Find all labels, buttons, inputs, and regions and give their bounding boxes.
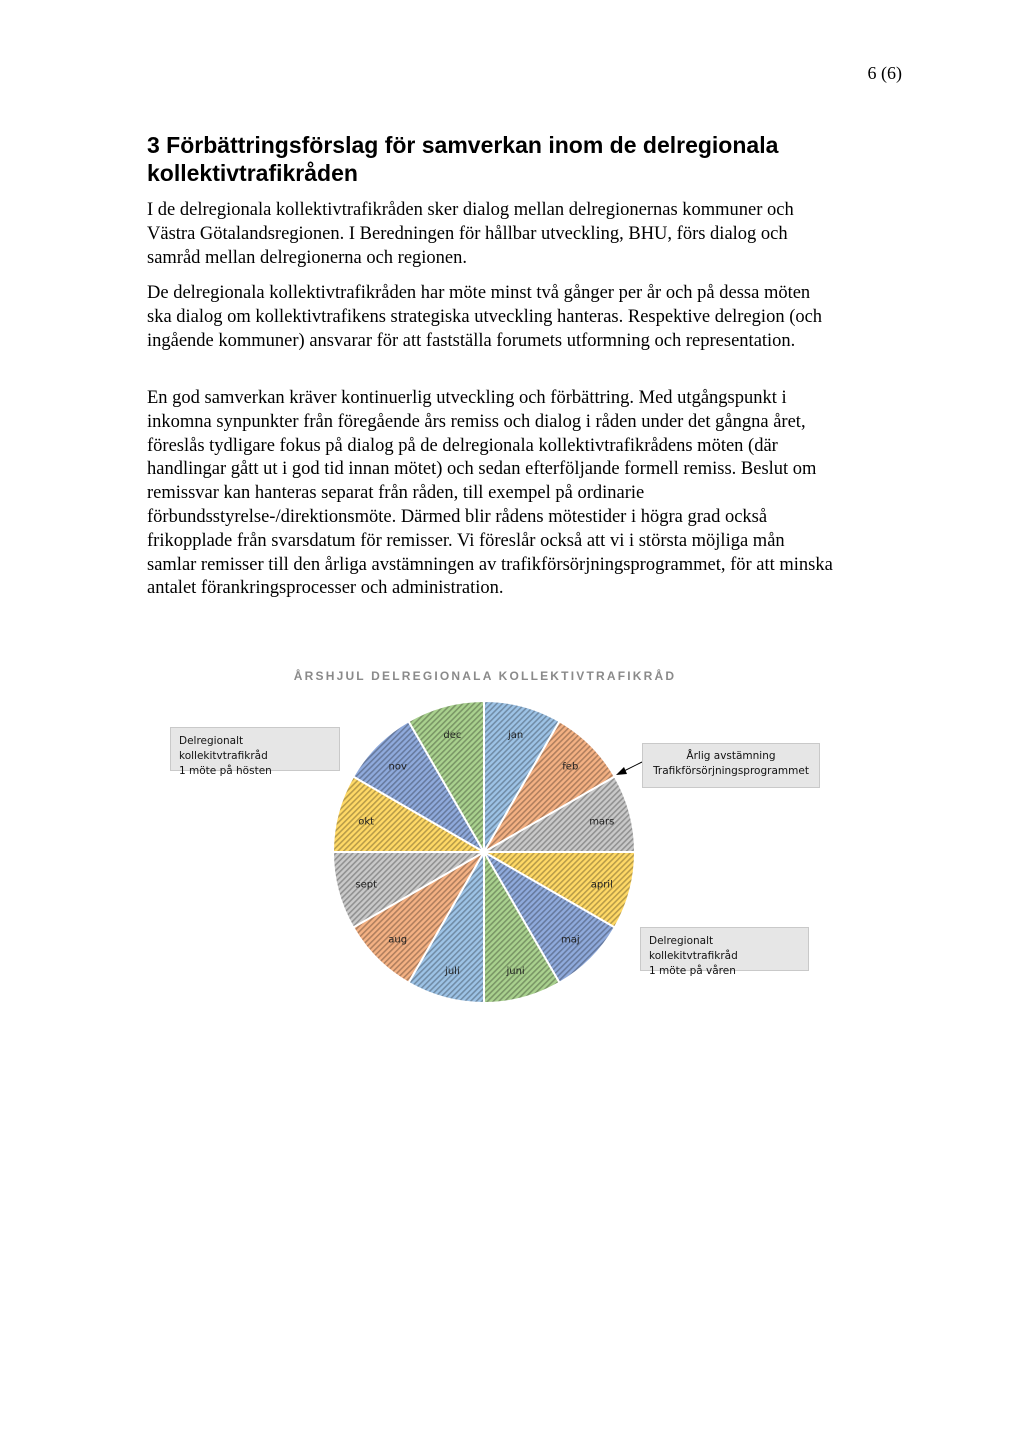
slice-label-april: april	[590, 879, 613, 891]
slice-label-jan: jan	[507, 730, 524, 742]
slice-label-okt: okt	[358, 816, 375, 828]
page-number: 6 (6)	[867, 63, 902, 83]
callout-autumn-line-1: Delregionalt kollekitvtrafikråd	[179, 735, 268, 762]
paragraph-2: De delregionala kollektivtrafikråden har möte minst två gånger per år och på dessa möten ska dialog om kollektivtrafikens strategiska utveckling hanteras. Respektive delregion (och ingående kommuner) ansvarar för att fastställa forumets utformning och representation.	[147, 283, 823, 351]
callout-annual-review	[642, 743, 820, 788]
callout-annual-line-2: Trafikförsörjningsprogrammet	[653, 765, 809, 777]
paragraph-3: En god samverkan kräver kontinuerlig utveckling och förbättring. Med utgångspunkt i inkomna synpunkter från föregående års remiss och dialog i råden under det gångna året, föreslås tydligare fokus på dialog på de delregionala kollektivtrafikrådens möten (där handlingar gått ut i god tid innan mötet) och sedan efterföljande formell remiss. Beslut om remissvar kan hanteras separat från råden, till exempel på ordinarie förbundsstyrelse-/direktionsmöte. Därmed blir rådens mötestider i högra grad också frikopplade från svarsdatum för remisser. Vi föreslår också att vi i största möjliga mån samlar remisser till den årliga avstämningen av trafikförsörjningsprogrammet, för att minska antalet förankringsprocesser och administration.	[147, 388, 833, 599]
callout-spring-line-1: Delregionalt kollekitvtrafikråd	[649, 935, 738, 962]
callout-spring-line-2: 1 möte på våren	[649, 965, 736, 977]
slice-label-aug: aug	[388, 934, 408, 946]
slice-label-maj: maj	[560, 934, 580, 946]
slice-label-dec: dec	[443, 730, 462, 742]
callout-autumn-meeting	[170, 727, 340, 777]
slice-label-nov: nov	[388, 761, 407, 773]
slice-label-juni: juni	[506, 965, 525, 977]
callout-spring-meeting	[640, 927, 809, 977]
slice-label-juli: juli	[445, 965, 460, 977]
callout-autumn-line-2: 1 möte på hösten	[179, 765, 272, 777]
paragraph-1: I de delregionala kollektivtrafikråden sker dialog mellan delregionernas kommuner och Västra Götalandsregionen. I Beredningen för hållbar utveckling, BHU, förs dialog och samråd mellan delregionerna och regionen.	[147, 200, 794, 268]
chart-title: ÅRSHJUL DELREGIONALA KOLLEKTIVTRAFIKRÅD	[293, 669, 677, 683]
slice-label-feb: feb	[562, 761, 579, 773]
slice-label-mars: mars	[589, 816, 615, 828]
callout-annual-line-1: Årlig avstämning	[686, 750, 776, 762]
slice-label-sept: sept	[355, 879, 378, 891]
callout-arrow-head	[616, 767, 627, 775]
section-heading: 3 Förbättringsförslag för samverkan inom de delregionala kollektivtrafikråden	[147, 132, 779, 186]
